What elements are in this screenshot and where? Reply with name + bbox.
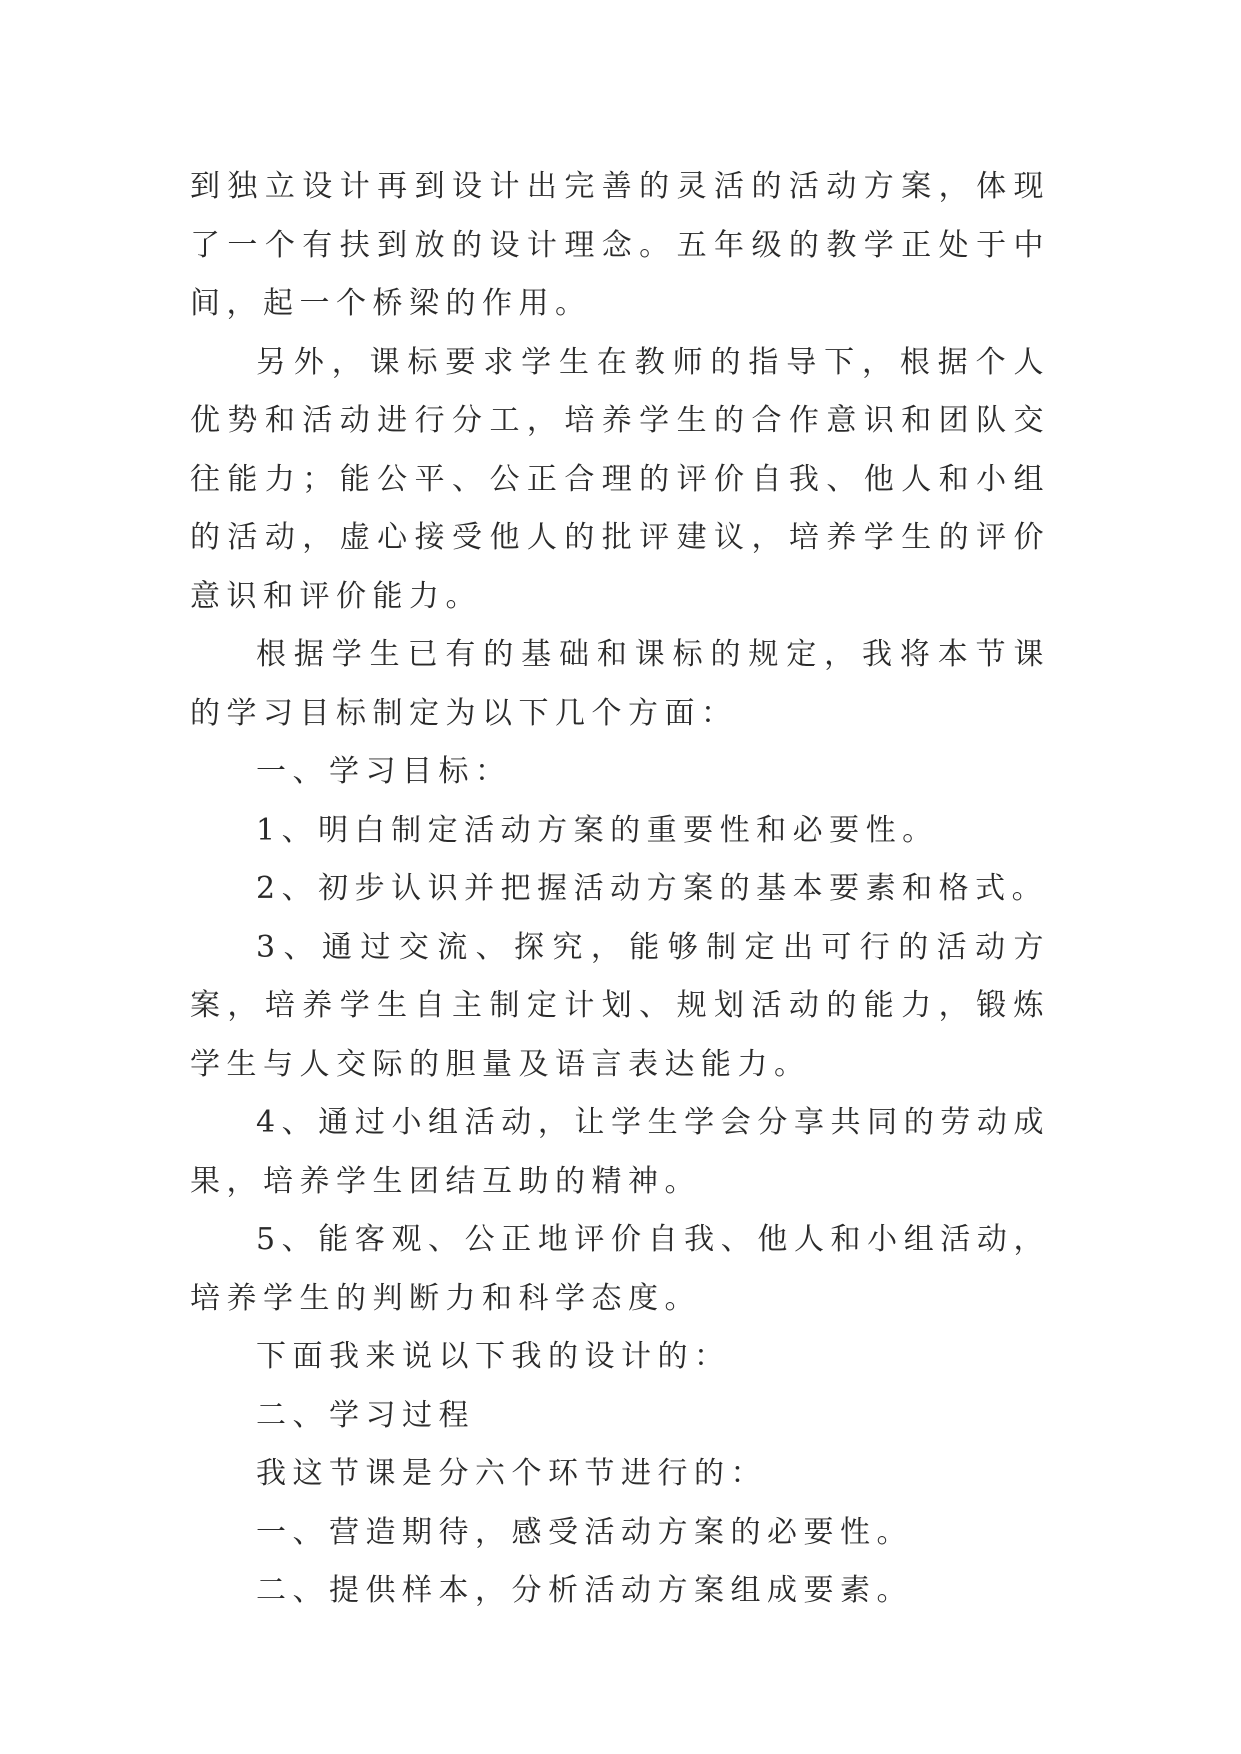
paragraph-continuation: 到独立设计再到设计出完善的灵活的活动方案，体现了一个有扶到放的设计理念。五年级的教学正处于中间，起一个桥梁的作用。 [190, 169, 1050, 321]
heading-learning-process: 二、学习过程 [256, 1397, 475, 1433]
list-item-goal-1: 1、明白制定活动方案的重要性和必要性。 [256, 812, 939, 848]
document-body [190, 158, 1050, 1621]
paragraph-design-intro: 下面我来说以下我的设计的： [256, 1339, 731, 1374]
list-item-goal-4: 4、通过小组活动，让学生学会分享共同的劳动成果，培养学生团结互助的精神。 [190, 1105, 1050, 1199]
list-item-goal-5: 5、能客观、公正地评价自我、他人和小组活动，培养学生的判断力和科学态度。 [190, 1222, 1050, 1316]
heading-learning-goals: 一、学习目标： [256, 754, 512, 789]
list-item-goal-2: 2、初步认识并把握活动方案的基本要素和格式。 [256, 871, 1049, 906]
paragraph-process-intro: 我这节课是分六个环节进行的： [256, 1456, 767, 1491]
list-item-goal-3: 3、通过交流、探究，能够制定出可行的活动方案，培养学生自主制定计划、规划活动的能力，锻炼学生与人交际的胆量及语言表达能力。 [190, 929, 1050, 1082]
list-item-step-1: 一、营造期待，感受活动方案的必要性。 [256, 1514, 913, 1550]
paragraph-curriculum-requirements: 另外，课标要求学生在教师的指导下，根据个人优势和活动进行分工，培养学生的合作意识和团队交往能力；能公平、公正合理的评价自我、他人和小组的活动，虚心接受他人的批评建议，培养学生的评价意识和评价能力。 [190, 344, 1050, 614]
paragraph-goal-intro: 根据学生已有的基础和课标的规定，我将本节课的学习目标制定为以下几个方面： [190, 637, 1050, 731]
list-item-step-2: 二、提供样本，分析活动方案组成要素。 [256, 1573, 913, 1608]
